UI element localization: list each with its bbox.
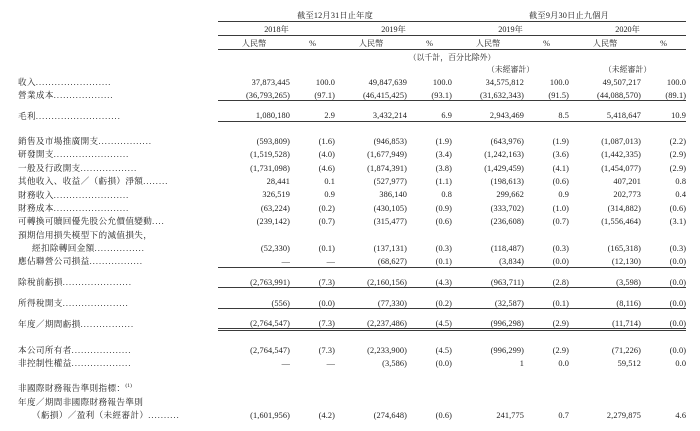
cell-value: 0.0 [675,359,687,369]
cell-value: 10.9 [641,108,686,121]
header-period-group-interim: 截至9月30日止九個月 [452,8,686,22]
cell-value: (0.0) [641,275,686,288]
cell-value: (0.6) [435,217,453,227]
cell-value: 5,418,647 [569,108,641,121]
row-label-ga [18,160,218,173]
cell-value: (1,242,163) [484,150,525,160]
cell-value: (0.1) [407,254,452,267]
cell-value: (1,454,077) [601,163,642,173]
cell-value: (93.1) [407,87,452,100]
cell-value [641,227,686,240]
cell-value: 8.5 [524,108,569,121]
cell-value: (0.7) [318,217,335,227]
table-row [18,160,686,173]
cell-blank [524,380,569,393]
cell-value: — [290,254,335,267]
spacer-cell [18,330,686,343]
cell-value [218,227,290,240]
cell-value: 202,773 [613,190,642,200]
leader-dots: .... [152,217,165,227]
footnote-marker: (1) [125,383,132,390]
row-label-text: 營業成本 [18,90,54,101]
cell-value: (2.9) [669,150,687,160]
row-label-finance-income [18,187,218,200]
row-spacer [18,122,686,134]
cell-value: (4.3) [407,275,452,288]
cell-value: 100.0 [666,77,687,87]
cell-value: (2,763,991) [218,275,290,288]
cell-value: (2,764,547) [250,345,290,355]
spacer-cell [18,288,686,296]
header-unit-pct-2018: % [290,36,335,50]
row-label-gross-profit [18,108,218,121]
header-year-2018: 2018年 [218,22,335,36]
cell-value: (996,298) [452,316,524,329]
cell-value: 100.0 [432,77,453,87]
row-label-text: 銷售及市場推廣開支 [18,135,99,146]
cell-value: (52,330) [260,243,290,253]
cell-blank [218,393,290,406]
row-label-text: 年度／期間虧損 [18,319,81,330]
cell-value: (0.0) [524,254,569,267]
cell-value: 0.9 [324,190,335,200]
cell-value: 0.1 [324,177,335,187]
cell-value: (0.7) [552,217,570,227]
cell-value [569,227,641,240]
cell-value: (643,976) [490,136,525,146]
leader-dots: .................. [80,163,138,173]
cell-value: (0.9) [435,203,453,213]
header-year-2020-interim: 2020年 [569,22,686,36]
row-label-text: 可轉換可贖回優先股公允價值變動 [18,216,153,227]
row-label-text: 非控制性權益 [18,358,72,369]
cell-value: (1.9) [435,136,453,146]
cell-value: 299,662 [496,190,525,200]
cell-value: (236,608) [490,217,525,227]
cell-value [335,227,407,240]
cell-value: (0.0) [641,254,686,267]
row-label-text: 毛利 [18,111,36,122]
non-ifrs-heading [18,380,218,393]
cell-value: (3,598) [569,275,641,288]
cell-value: (1.1) [435,177,453,187]
financial-statement-table [18,8,686,420]
cell-value: 0.9 [558,190,570,200]
row-label-text: 本公司所有者 [18,345,72,356]
cell-value: (0.6) [435,410,453,420]
cell-value: 100.0 [315,77,335,87]
cell-value: (1,556,464) [601,217,642,227]
cell-value: — [326,359,335,369]
cell-value: (2,237,486) [335,316,407,329]
table-row [18,227,686,240]
cell-value: 0.0 [558,359,570,369]
cell-value: 3,432,214 [335,108,407,121]
cell-value: (63,224) [260,203,290,213]
cell-value: (31,632,343) [452,87,524,100]
header-corner-blank [18,8,218,22]
cell-value: (0.2) [407,295,452,308]
cell-value: (3.4) [435,150,453,160]
cell-value: — [281,359,290,369]
cell-value: (4.5) [407,316,452,329]
row-spacer [18,309,686,317]
table-row [18,214,686,227]
cell-value: (315,477) [373,217,407,227]
header-audit-note-row [18,62,686,74]
cell-value: (4.5) [435,345,453,355]
cell-value: (1.9) [552,136,570,146]
leader-dots: ..................... [62,299,129,309]
table-row [18,173,686,186]
cell-value: (333,702) [490,203,525,213]
row-label-finance-cost [18,200,218,213]
cell-value: (556) [218,295,290,308]
cell-value: (7.3) [318,345,335,355]
cell-value: (1,429,459) [484,163,525,173]
leader-dots: ................. [89,257,144,267]
spacer-cell [18,267,686,275]
cell-value: — [218,254,290,267]
cell-value: (2.8) [524,275,569,288]
cell-value: 1 [519,359,525,369]
leader-dots: ........................... [35,112,121,122]
header-unit-pct-2019a: % [407,36,452,50]
non-ifrs-label-line2 [18,407,218,420]
table-row [18,316,686,329]
cell-value: 2,279,875 [606,410,642,420]
leader-dots: ................... [71,359,132,369]
cell-value: (71,226) [611,345,642,355]
header-units [18,36,686,50]
cell-value: (0.3) [552,243,570,253]
cell-value: (2.9) [524,316,569,329]
row-label-convertible-pref-fv [18,214,218,227]
cell-value: 0.8 [441,190,453,200]
cell-value: 1,080,180 [218,108,290,121]
non-ifrs-label-text: （虧損）／盈利（未經審計） [32,409,149,420]
cell-value: 0.8 [675,177,687,187]
non-ifrs-value-row [18,407,686,420]
cell-value: (963,711) [452,275,524,288]
header-period-group-annual: 截至12月31日止年度 [218,8,452,22]
cell-value: (0.0) [641,316,686,329]
cell-value: (0.0) [669,345,687,355]
cell-value: 49,847,639 [368,77,407,87]
cell-value [452,227,524,240]
header-audit-note-2020i: （未經審計） [603,64,652,74]
cell-value: (44,088,570) [569,87,641,100]
cell-value: (0.1) [524,295,569,308]
header-basis-note-row [18,50,686,63]
row-label-text: 其他收入、收益／（虧損）淨額 [18,176,144,187]
leader-dots: ........................ [35,77,112,87]
cell-value: 2.9 [290,108,335,121]
cell-value: (2,233,900) [367,345,407,355]
table-row [18,295,686,308]
non-ifrs-heading-row [18,380,686,393]
row-label-income-tax [18,295,218,308]
non-ifrs-label-line1: 年度／期間非國際財務報告準則 [18,396,144,407]
leader-dots: ........ [143,177,169,187]
table-row [18,254,686,267]
header-year-2019-annual: 2019年 [335,22,452,36]
table-row [18,74,686,87]
cell-blank [218,380,290,393]
row-label-text: 財務收入 [18,189,54,200]
cell-value: 28,441 [266,177,290,187]
table-row [18,240,686,253]
cell-blank [407,380,452,393]
row-label-text: 財務成本 [18,202,54,213]
table-row [18,108,686,121]
row-spacer [18,330,686,343]
cell-value: (4.2) [318,410,335,420]
row-label-ecl-line2 [18,240,218,253]
cell-value: (91.5) [524,87,569,100]
cell-value: (593,809) [256,136,290,146]
cell-blank [335,393,407,406]
cell-value: (0.0) [641,295,686,308]
cell-value: (165,318) [607,243,642,253]
row-label-loss-before-tax [18,275,218,288]
header-audit-note-2019i: （未經審計） [486,64,535,74]
table-row [18,342,686,355]
cell-blank [335,380,407,393]
cell-blank [524,393,569,406]
table-row [18,133,686,146]
row-label-selling-marketing [18,133,218,146]
cell-value: (0.6) [552,177,570,187]
cell-value: (137,131) [373,243,407,253]
cell-value: (198,613) [490,177,525,187]
non-ifrs-heading-text: 非國際財務報告準則指標： [18,383,126,394]
leader-dots: ................... [71,346,132,356]
cell-value: (11,714) [569,316,641,329]
cell-value: (12,130) [569,254,641,267]
cell-value: (430,105) [373,203,407,213]
table-row [18,200,686,213]
cell-value: (4.1) [552,163,570,173]
header-audit-blank [18,62,218,74]
row-label-other-income [18,173,218,186]
cell-value: (2,764,547) [218,316,290,329]
cell-value: (0.6) [669,203,687,213]
cell-value [290,227,335,240]
cell-value: (1,731,098) [250,163,290,173]
cell-value: (1,601,956) [250,410,290,420]
table-header [18,8,686,74]
row-label-non-controlling [18,356,218,369]
table-row [18,87,686,100]
header-audit-blank-annual [218,62,452,74]
row-label-text: 除稅前虧損 [18,277,63,288]
cell-value: (2,160,156) [335,275,407,288]
cell-value: (1,442,335) [601,150,642,160]
cell-value: (89.1) [641,87,686,100]
cell-value: 0.4 [675,190,687,200]
table-row [18,356,686,369]
row-label-share-of-associates [18,254,218,267]
non-ifrs-label-row-1 [18,393,686,406]
header-unit-rmb-2019i: 人民幣 [452,36,524,50]
cell-value: 386,140 [379,190,407,200]
leader-dots: ................ [94,244,145,254]
cell-value: 100.0 [549,77,570,87]
cell-value: (7.3) [290,316,335,329]
cell-value: (68,627) [335,254,407,267]
table-row [18,187,686,200]
cell-value: (1.0) [552,203,570,213]
cell-blank [569,393,641,406]
cell-value: 59,512 [617,359,642,369]
header-basis-note: （以千計，百分比除外） [408,52,496,62]
cell-value: (3,586) [382,359,407,369]
cell-value: (314,882) [607,203,642,213]
row-label-ecl-line1: 預期信用損失模型下的減值損失， [18,230,153,241]
header-unit-pct-2019i: % [524,36,569,50]
cell-value: (0.3) [435,243,453,253]
cell-value: (0.3) [669,243,687,253]
row-label-cost-of-sales [18,87,218,100]
row-label-text: 收入 [18,76,36,87]
leader-dots: .......... [148,410,180,420]
leader-dots: ................... [53,91,114,101]
row-spacer [18,267,686,275]
cell-value [524,227,569,240]
row-label-text: 一般及行政開支 [18,162,81,173]
cell-value: 37,873,445 [251,77,290,87]
row-label-revenue [18,74,218,87]
row-label-text: 應佔聯營公司損益 [18,256,90,267]
cell-value: (996,299) [490,345,525,355]
header-unit-pct-2020i: % [641,36,686,50]
cell-value: (1,677,949) [367,150,407,160]
spacer-cell [18,101,686,109]
cell-value: (2.9) [552,345,570,355]
row-spacer [18,369,686,380]
header-period-groups [18,8,686,22]
row-label-text: 研發開支 [18,149,54,160]
header-unit-rmb-2018: 人民幣 [218,36,290,50]
leader-dots: ................. [98,136,152,146]
row-label-text: 所得稅開支 [18,298,63,309]
leader-dots: ........................ [53,150,130,160]
cell-value: (4.0) [318,150,335,160]
cell-blank [407,393,452,406]
row-label-loss-for-period [18,316,218,329]
cell-value: (527,977) [373,177,407,187]
cell-value: (2.9) [669,163,687,173]
cell-value: (0.0) [290,295,335,308]
cell-blank [290,393,335,406]
table-row [18,275,686,288]
leader-dots: ...................... [62,278,132,288]
cell-value: 49,507,217 [602,77,642,87]
cell-value: 34,575,812 [485,77,525,87]
cell-blank [641,380,686,393]
cell-blank [569,380,641,393]
cell-value: (32,587) [452,295,524,308]
header-year-blank [18,22,218,36]
leader-dots: ........................ [53,203,130,213]
cell-value: 241,775 [496,410,525,420]
cell-value: (1.6) [318,136,335,146]
header-year-2019-interim: 2019年 [452,22,569,36]
cell-value: (46,415,425) [335,87,407,100]
cell-value: (4.6) [318,163,335,173]
header-unit-rmb-2019a: 人民幣 [335,36,407,50]
row-label-text: 經扣除轉回金額 [32,243,95,254]
leader-dots: ........................ [53,190,130,200]
cell-value: (0.1) [318,243,335,253]
cell-value [407,227,452,240]
cell-value: 0.7 [558,410,570,420]
leader-dots: ................. [80,320,135,330]
row-spacer [18,101,686,109]
cell-value: (3.1) [669,217,687,227]
row-spacer [18,288,686,296]
cell-value: (7.3) [290,275,335,288]
table-body [18,74,686,420]
cell-value: 407,201 [613,177,642,187]
cell-value: 326,519 [262,190,290,200]
cell-blank [641,393,686,406]
cell-value: 6.9 [407,108,452,121]
cell-value: (36,793,265) [218,87,290,100]
cell-value: (2.2) [669,136,687,146]
cell-value: (3,834) [452,254,524,267]
cell-value: (97.1) [290,87,335,100]
spacer-cell [18,122,686,134]
cell-value: (1,087,013) [601,136,642,146]
cell-value: (0.2) [318,203,335,213]
cell-value: (946,853) [373,136,407,146]
header-basis-blank [18,50,218,63]
header-unit-rmb-2020i: 人民幣 [569,36,641,50]
header-unit-blank [18,36,218,50]
cell-value: (1,519,528) [250,150,290,160]
cell-value: 4.6 [675,410,687,420]
cell-value: (1,874,391) [367,163,407,173]
spacer-cell [18,369,686,380]
cell-value: (3.8) [435,163,453,173]
cell-value: (3.6) [552,150,570,160]
cell-value: (0.0) [435,359,453,369]
cell-value: (77,330) [335,295,407,308]
table-row [18,147,686,160]
row-label-owners-of-company [18,342,218,355]
spacer-cell [18,309,686,317]
cell-blank [452,393,524,406]
cell-value: 2,943,469 [452,108,524,121]
cell-value: (8,116) [569,295,641,308]
cell-blank [290,380,335,393]
cell-value: (118,487) [490,243,525,253]
cell-value: (274,648) [373,410,407,420]
cell-value: (239,142) [256,217,290,227]
row-label-rnd [18,147,218,160]
cell-blank [452,380,524,393]
header-years [18,22,686,36]
